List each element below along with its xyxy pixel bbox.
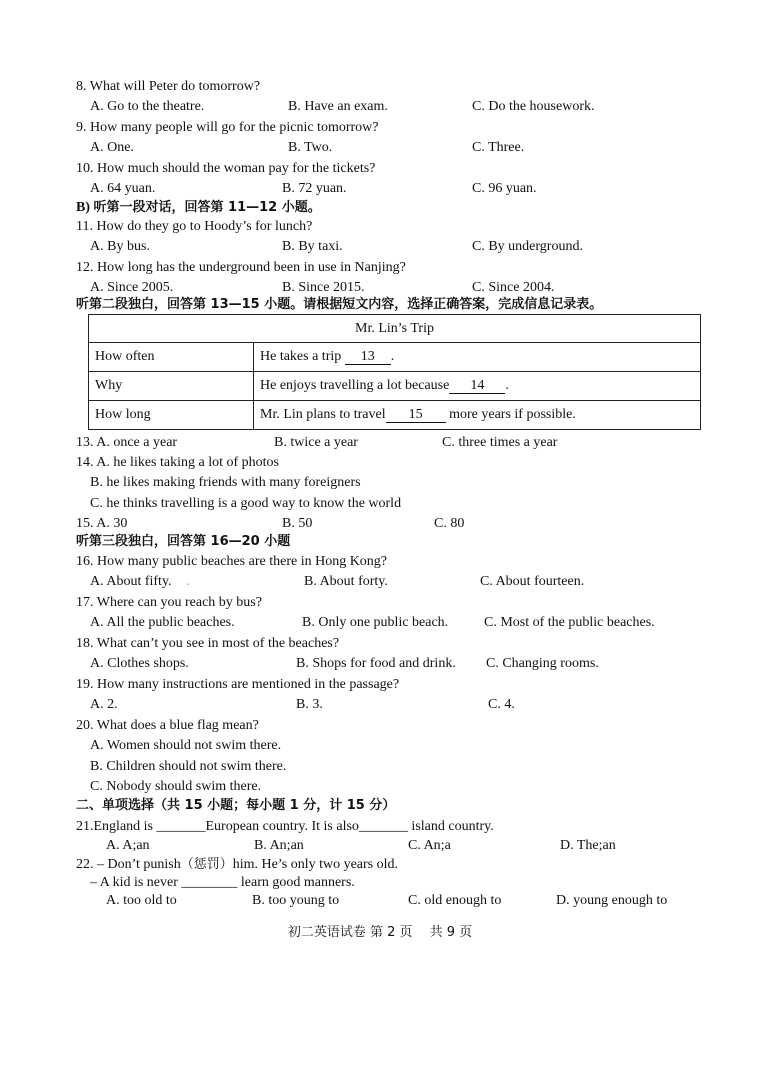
row-value-why (254, 372, 701, 401)
trip-table-title-row (89, 315, 701, 343)
table-row (89, 401, 701, 430)
question-17-option-c: C. Most of the public beaches. (484, 615, 655, 630)
question-8-option-b: B. Have an exam. (288, 99, 388, 114)
question-13-option-c: C. three times a year (442, 435, 558, 450)
question-10-option-c: C. 96 yuan. (472, 181, 537, 196)
question-22-option-d: D. young enough to (556, 893, 668, 908)
part-2-heading: 二、单项选择（共 15 小题；每小题 1 分，计 15 分） (76, 798, 396, 813)
question-11-option-b: B. By taxi. (282, 239, 343, 254)
question-15-option-b: B. 50 (282, 516, 313, 531)
question-16-option-a: A. About fifty. (90, 574, 172, 589)
question-16-option-b: B. About forty. (304, 574, 388, 589)
question-11-option-a: A. By bus. (90, 239, 150, 254)
question-21-stem: 21.England is _______European country. It is also_______ island country. (76, 819, 494, 834)
question-17-option-b: B. Only one public beach. (302, 615, 449, 630)
question-10-option-a: A. 64 yuan. (90, 181, 156, 196)
question-15-option-a: 15. A. 30 (76, 516, 128, 531)
question-21-option-d: D. The;an (560, 838, 616, 853)
question-12-option-a: A. Since 2005. (90, 280, 174, 295)
question-9-option-a: A. One. (90, 140, 134, 155)
table-row (89, 343, 701, 372)
table-row (89, 372, 701, 401)
question-18-option-c: C. Changing rooms. (486, 656, 599, 671)
question-13-option-a: 13. A. once a year (76, 435, 178, 450)
blank-13: 13 (345, 350, 391, 365)
question-20-stem: 20. What does a blue flag mean? (76, 718, 259, 733)
question-22-option-a: A. too old to (106, 893, 177, 908)
trip-info-table (88, 314, 701, 430)
question-15-option-c: C. 80 (434, 516, 465, 531)
question-12-stem: 12. How long has the underground been in use in Nanjing? (76, 260, 406, 275)
question-22-stem-line-2: – A kid is never ________ learn good manners. (90, 875, 355, 890)
question-14-option-c: C. he thinks travelling is a good way to know the world (90, 496, 402, 511)
question-11-stem: 11. How do they go to Hoody’s for lunch? (76, 219, 313, 234)
question-9-option-b: B. Two. (288, 140, 333, 155)
question-14-option-a: 14. A. he likes taking a lot of photos (76, 455, 279, 470)
row-text: Mr. Lin plans to travel (260, 407, 386, 422)
blank-14: 14 (449, 379, 505, 394)
question-22-option-b: B. too young to (252, 893, 340, 908)
section-b-heading-text: 听第一段对话，回答第 11—12 小题。 (93, 200, 321, 215)
question-22-text-b: him. He’s only two years old. (232, 857, 399, 872)
question-13-option-b: B. twice a year (274, 435, 358, 450)
question-10-option-b: B. 72 yuan. (282, 181, 347, 196)
question-22-stem-line-1 (76, 856, 398, 874)
section-b-prefix: B) (76, 200, 90, 215)
row-label-how-long: How long (89, 401, 254, 430)
question-12-option-c: C. Since 2004. (472, 280, 555, 295)
row-label-why: Why (89, 372, 254, 401)
question-21-option-c: C. An;a (408, 838, 451, 853)
question-8-option-c: C. Do the housework. (472, 99, 595, 114)
question-19-option-a: A. 2. (90, 697, 118, 712)
question-19-stem: 19. How many instructions are mentioned in the passage? (76, 677, 400, 692)
question-18-option-b: B. Shops for food and drink. (296, 656, 456, 671)
row-value-how-long (254, 401, 701, 430)
monologue-2-heading: 听第二段独白，回答第 13—15 小题。请根据短文内容，选择正确答案，完成信息记录表。 (76, 297, 603, 312)
question-19-option-c: C. 4. (488, 697, 515, 712)
question-22-gloss: （惩罚） (180, 857, 233, 872)
question-16-stem: 16. How many public beaches are there in Hong Kong? (76, 554, 388, 569)
row-text-end: . (390, 349, 395, 364)
question-22-text-a: 22. – Don’t punish (76, 857, 181, 872)
question-17-option-a: A. All the public beaches. (90, 615, 235, 630)
question-9-stem: 9. How many people will go for the picnic tomorrow? (76, 120, 379, 135)
monologue-3-heading: 听第三段独白，回答第 16—20 小题 (76, 534, 291, 549)
row-text: He enjoys travelling a lot because (260, 378, 450, 393)
question-8-stem: 8. What will Peter do tomorrow? (76, 79, 261, 94)
question-16-option-c: C. About fourteen. (480, 574, 585, 589)
question-21-option-b: B. An;an (254, 838, 304, 853)
blank-15: 15 (386, 408, 446, 423)
question-12-option-b: B. Since 2015. (282, 280, 365, 295)
trip-table-title: Mr. Lin’s Trip (89, 315, 701, 343)
question-20-option-c: C. Nobody should swim there. (90, 779, 262, 794)
question-22-option-c: C. old enough to (408, 893, 502, 908)
row-text: He takes a trip (260, 349, 342, 364)
row-value-how-often (254, 343, 701, 372)
question-10-stem: 10. How much should the woman pay for the tickets? (76, 161, 376, 176)
section-b-heading (76, 199, 321, 217)
question-14-option-b: B. he likes making friends with many foreigners (90, 475, 361, 490)
question-9-option-c: C. Three. (472, 140, 525, 155)
row-text-end: . (505, 378, 509, 393)
question-19-option-b: B. 3. (296, 697, 323, 712)
row-text-end: more years if possible. (449, 407, 576, 422)
question-20-option-a: A. Women should not swim there. (90, 738, 282, 753)
question-20-option-b: B. Children should not swim there. (90, 759, 287, 774)
row-label-how-often: How often (89, 343, 254, 372)
question-8-option-a: A. Go to the theatre. (90, 99, 205, 114)
question-18-option-a: A. Clothes shops. (90, 656, 189, 671)
question-11-option-c: C. By underground. (472, 239, 583, 254)
question-21-option-a: A. A;an (106, 838, 150, 853)
question-17-stem: 17. Where can you reach by bus? (76, 595, 262, 610)
page-footer: 初二英语试卷 第 2 页 共 9 页 (287, 925, 473, 940)
stray-dot: . (186, 574, 190, 589)
question-18-stem: 18. What can’t you see in most of the beaches? (76, 636, 340, 651)
